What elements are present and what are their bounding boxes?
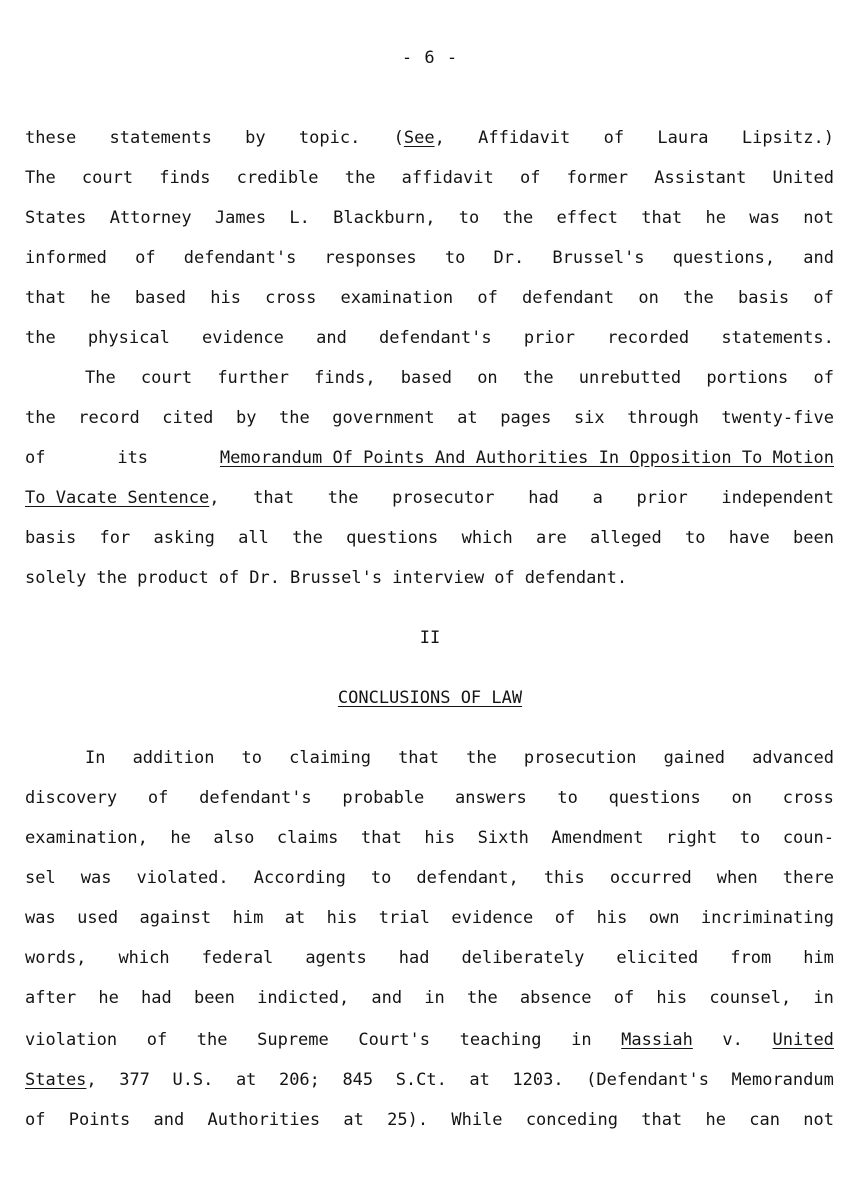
text-line: The court further finds, based on the unrebutted portions of <box>85 368 834 388</box>
text-line: States, 377 U.S. at 206; 845 S.Ct. at 1203. (Defendant's Memorandum <box>25 1070 834 1090</box>
text-line: discovery of defendant's probable answers to questions on cross <box>25 788 834 808</box>
text-line: sel was violated. According to defendant, this occurred when there <box>25 868 834 888</box>
see-citation: (See, <box>393 128 445 148</box>
text-line: States Attorney James L. Blackburn, to the effect that he was not <box>25 208 834 228</box>
text-line: To Vacate Sentence, that the prosecutor had a prior independent <box>25 488 834 508</box>
text-line: words, which federal agents had deliberately elicited from him <box>25 948 834 968</box>
text-line: after he had been indicted, and in the absence of his counsel, in <box>25 988 834 1008</box>
text-line: In addition to claiming that the prosecution gained advanced <box>85 748 834 768</box>
text-line: of its Memorandum Of Points And Authorities In Opposition To Motion <box>25 448 834 468</box>
text-line: that he based his cross examination of defendant on the basis of <box>25 288 834 308</box>
text-line: The court finds credible the affidavit of former Assistant United <box>25 168 834 188</box>
section-numeral: II <box>419 628 441 648</box>
page-number: - 6 - <box>401 48 459 68</box>
text-line: the record cited by the government at pages six through twenty-five <box>25 408 834 428</box>
text-line: solely the product of Dr. Brussel's interview of defendant. <box>25 568 628 588</box>
text-line: these statements by topic. (See, Affidavit of Laura Lipsitz.) <box>25 128 834 148</box>
section-heading: CONCLUSIONS OF LAW <box>337 688 523 708</box>
memorandum-title: Memorandum Of Points And Authorities In Opposition To Motion <box>219 448 834 468</box>
text-line: basis for asking all the questions which are alleged to have been <box>25 528 834 548</box>
case-name-states: States <box>25 1070 87 1090</box>
text-line: violation of the Supreme Court's teaching in Massiah v. United <box>25 1030 834 1050</box>
case-name-massiah: Massiah <box>621 1030 693 1050</box>
text-line: was used against him at his trial evidence of his own incriminating <box>25 908 834 928</box>
text-line: of Points and Authorities at 25). While conceding that he can not <box>25 1110 834 1130</box>
text-line: examination, he also claims that his Sixth Amendment right to coun- <box>25 828 834 848</box>
text-line: the physical evidence and defendant's prior recorded statements. <box>25 328 834 348</box>
case-name-united: United <box>772 1030 834 1050</box>
text-line: informed of defendant's responses to Dr. Brussel's questions, and <box>25 248 834 268</box>
memorandum-title-continued: To Vacate Sentence <box>25 488 210 508</box>
